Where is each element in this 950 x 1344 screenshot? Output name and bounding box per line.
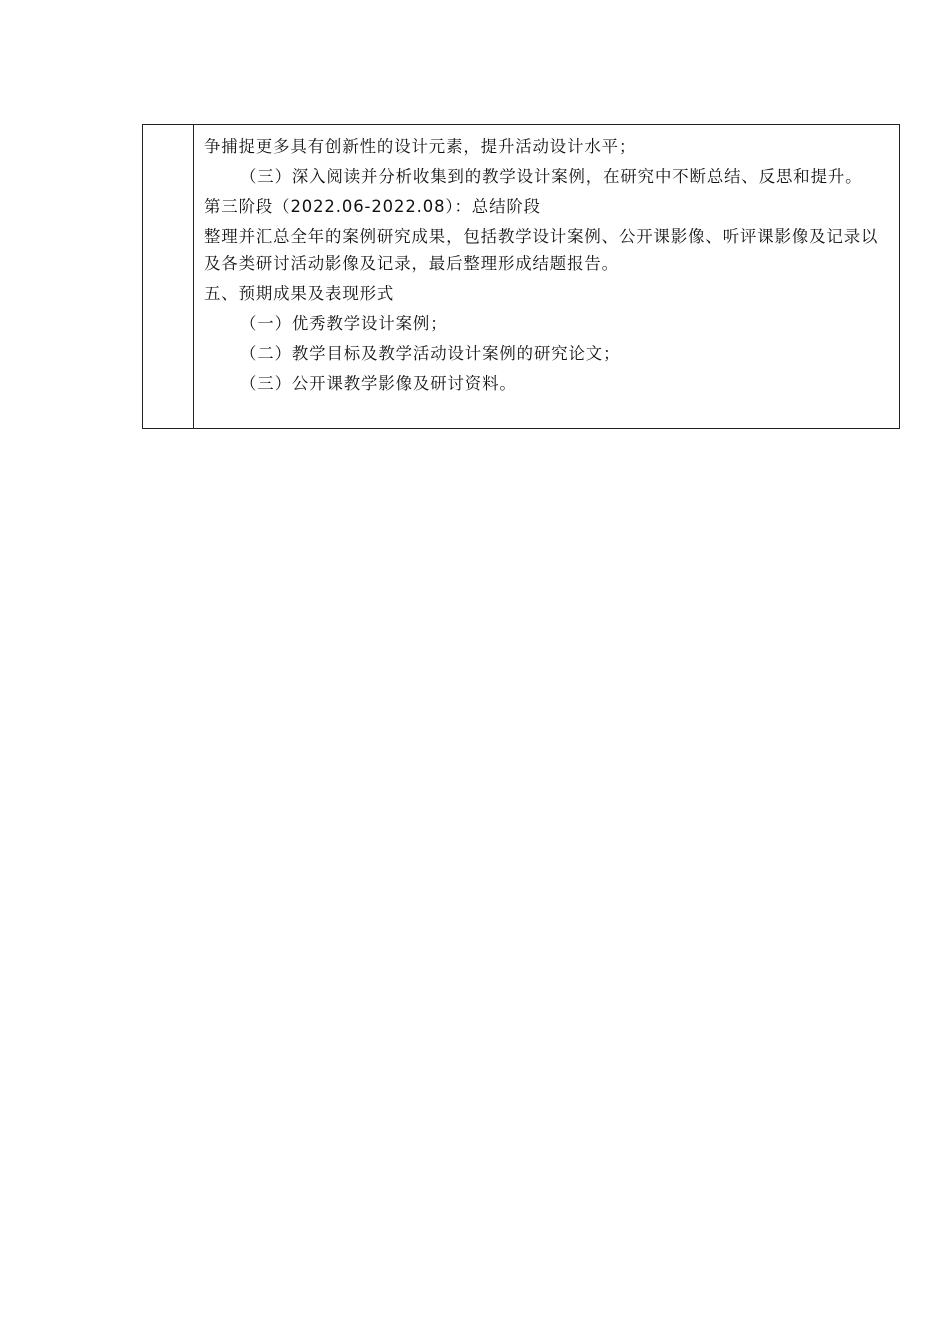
paragraph-line-4: 整理并汇总全年的案例研究成果，包括教学设计案例、公开课影像、听评课影像及记录以及各类研讨活动影像及记录，最后整理形成结题报告。 xyxy=(204,227,879,273)
table-content-cell xyxy=(194,125,899,428)
table-left-cell xyxy=(143,125,194,428)
stage-three-heading: 第三阶段（2022.06-2022.08）：总结阶段 xyxy=(204,197,541,216)
paragraph-line-2: （三）深入阅读并分析收集到的教学设计案例，在研究中不断总结、反思和提升。 xyxy=(240,167,863,186)
section-five-heading: 五、预期成果及表现形式 xyxy=(204,284,395,303)
outcome-item-2: （二）教学目标及教学活动设计案例的研究论文； xyxy=(240,344,621,363)
paragraph-line-1: 争捕捉更多具有创新性的设计元素，提升活动设计水平； xyxy=(204,137,637,156)
outcome-item-3: （三）公开课教学影像及研讨资料。 xyxy=(240,374,517,393)
outcome-item-1: （一）优秀教学设计案例； xyxy=(240,314,448,333)
document-table xyxy=(142,124,900,429)
